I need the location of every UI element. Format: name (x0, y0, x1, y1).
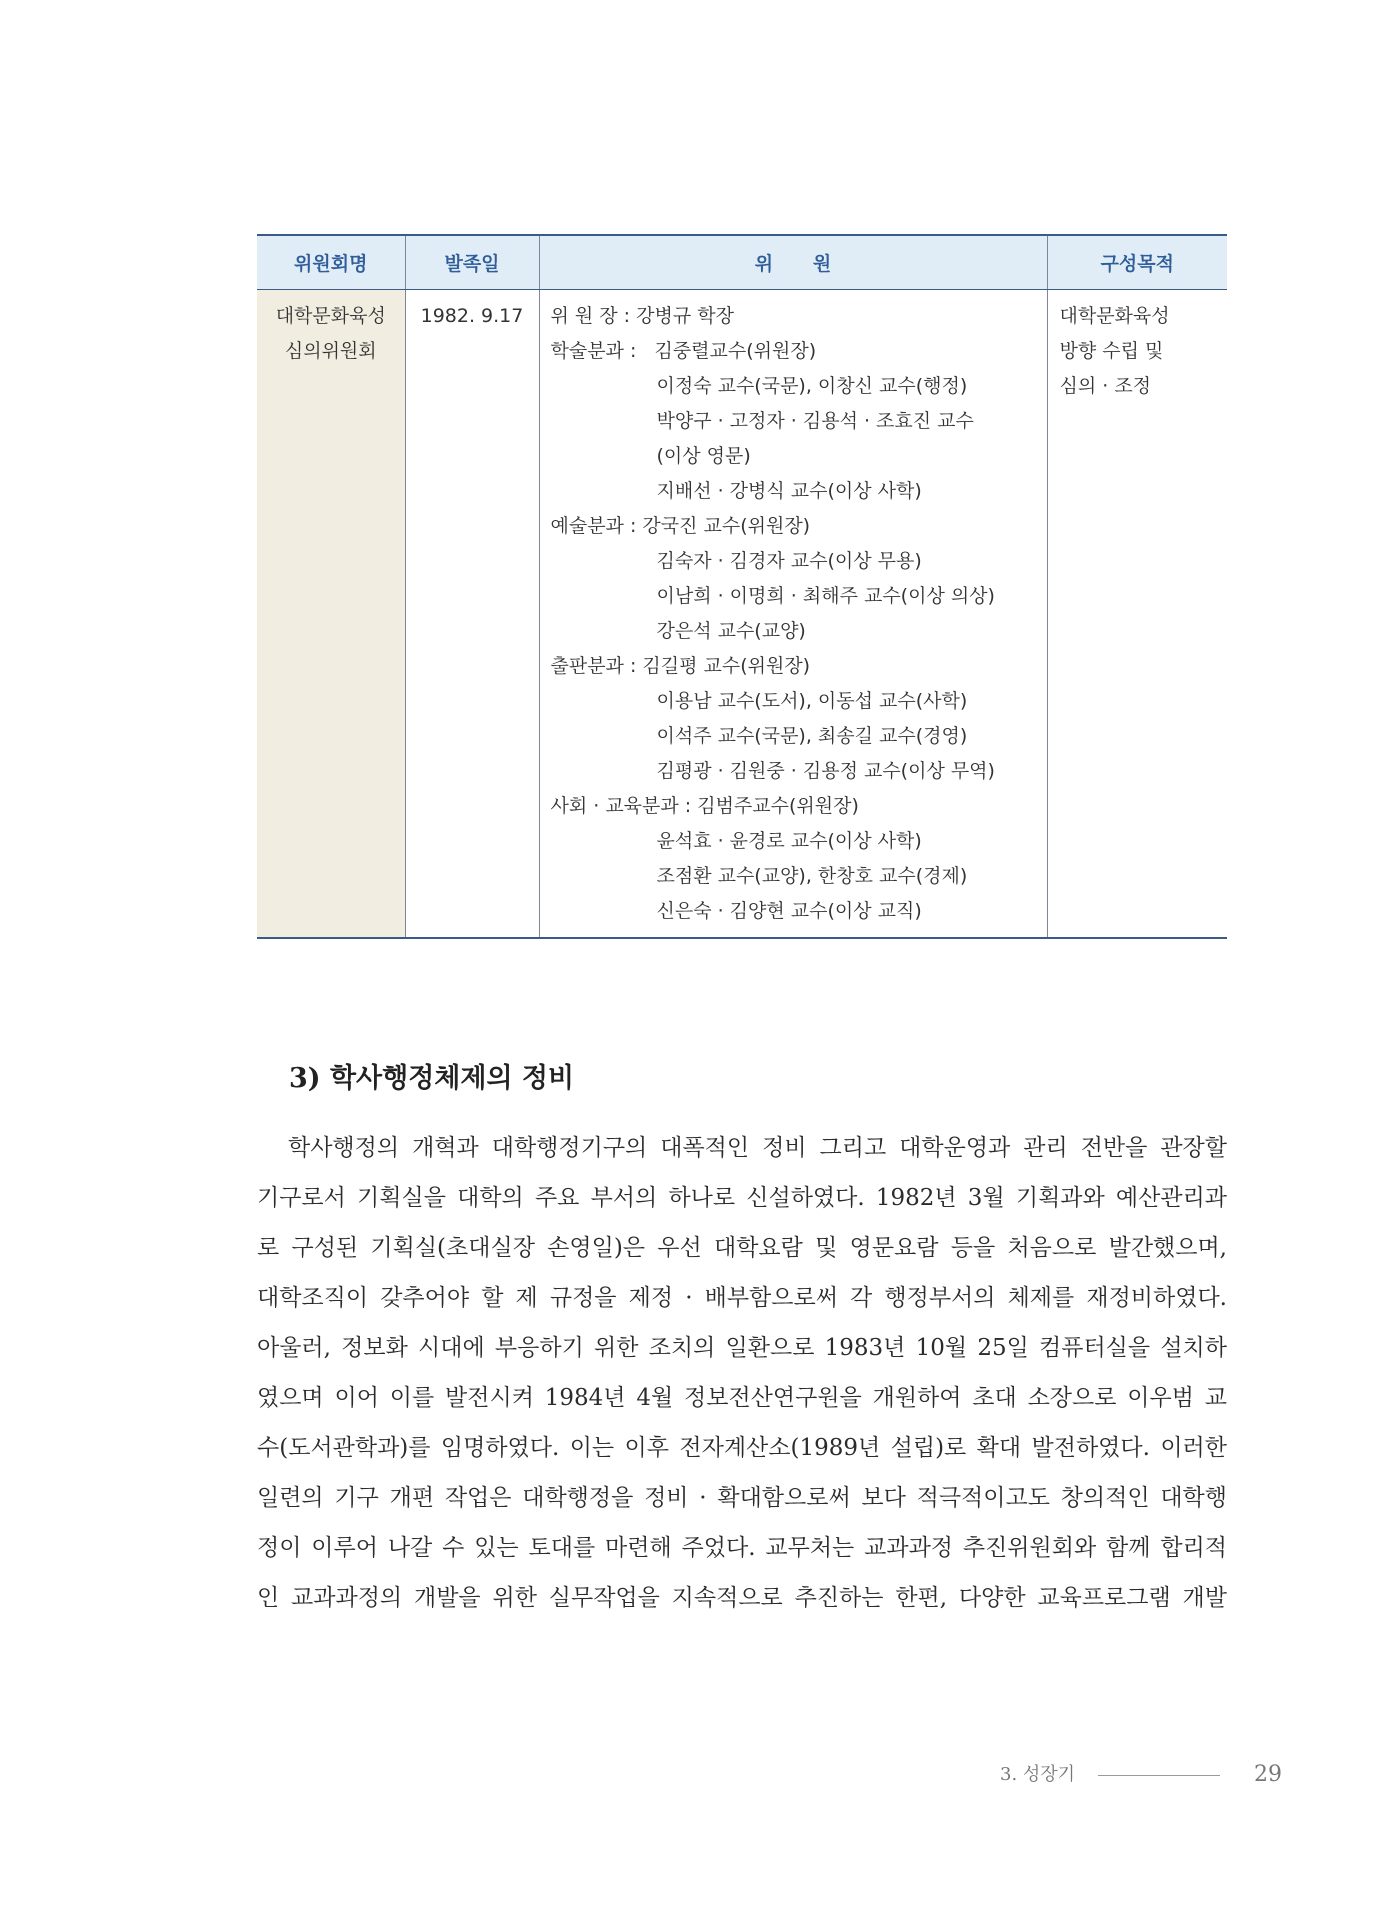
member-line: 이용남 교수(도서), 이동섭 교수(사학) (656, 689, 968, 712)
page-footer (1000, 1760, 1290, 1790)
paragraph-line: 아울러, 정보화 시대에 부응하기 위한 조치의 일환으로 1983년 10월 25일 컴퓨터실을 설치하 (257, 1335, 1227, 1361)
committee-table (257, 234, 1227, 939)
member-line: 이석주 교수(국문), 최송길 교수(경영) (656, 724, 968, 747)
committee-name-line: 심의위원회 (284, 339, 377, 362)
purpose-line: 심의 · 조정 (1059, 374, 1152, 397)
member-line: 이남희 · 이명희 · 최해주 교수(이상 의상) (656, 584, 995, 607)
member-line: 김평광 · 김원중 · 김용정 교수(이상 무역) (656, 759, 995, 782)
paragraph-line: 인 교과과정의 개발을 위한 실무작업을 지속적으로 추진하는 한편, 다양한 교육프로그램 개발 (257, 1585, 1227, 1611)
cell-founding-date (405, 289, 539, 938)
member-line: 위 원 장 : 강병규 학장 (550, 304, 734, 327)
header-founding-date: 발족일 (405, 235, 539, 289)
member-line: 박양구 · 고정자 · 김용석 · 조효진 교수 (656, 409, 974, 432)
page-number: 29 (1254, 1762, 1282, 1787)
paragraph-line: 기구로서 기획실을 대학의 주요 부서의 하나로 신설하였다. 1982년 3월 기획과와 예산관리과 (257, 1185, 1227, 1211)
cell-purpose (1047, 289, 1227, 938)
body-paragraph (257, 1123, 1227, 1623)
paragraph-line: 학사행정의 개혁과 대학행정기구의 대폭적인 정비 그리고 대학운영과 관리 전반을 관장할 (288, 1135, 1227, 1161)
purpose-line: 방향 수립 및 (1059, 339, 1164, 362)
footer-divider (1098, 1775, 1220, 1776)
member-line: 이정숙 교수(국문), 이창신 교수(행정) (656, 374, 968, 397)
cell-committee-name (257, 289, 405, 938)
paragraph-line: 수(도서관학과)를 임명하였다. 이는 이후 전자계산소(1989년 설립)로 확대 발전하였다. 이러한 (257, 1435, 1227, 1461)
chapter-label: 3. 성장기 (1000, 1764, 1076, 1785)
member-line: 학술분과 : 김중렬교수(위원장) (550, 339, 817, 362)
member-line: 강은석 교수(교양) (656, 619, 806, 642)
member-line: 예술분과 : 강국진 교수(위원장) (550, 514, 811, 537)
table-row (257, 289, 1227, 938)
header-members: 위 원 (539, 235, 1047, 289)
cell-members (539, 289, 1047, 938)
header-purpose: 구성목적 (1047, 235, 1227, 289)
member-line: 김숙자 · 김경자 교수(이상 무용) (656, 549, 922, 572)
member-line: 조점환 교수(교양), 한창호 교수(경제) (656, 864, 968, 887)
member-line: 신은숙 · 김양현 교수(이상 교직) (656, 899, 922, 922)
committee-name-line: 대학문화육성 (275, 304, 386, 327)
member-line: 출판분과 : 김길평 교수(위원장) (550, 654, 811, 677)
member-line: (이상 영문) (656, 444, 751, 467)
member-line: 지배선 · 강병식 교수(이상 사학) (656, 479, 922, 502)
paragraph-line: 로 구성된 기획실(초대실장 손영일)은 우선 대학요람 및 영문요람 등을 처음으로 발간했으며, (257, 1235, 1227, 1261)
table-header-row (257, 235, 1227, 289)
paragraph-line: 대학조직이 갖추어야 할 제 규정을 제정 · 배부함으로써 각 행정부서의 체제를 재정비하였다. (257, 1285, 1227, 1311)
paragraph-line: 일련의 기구 개편 작업은 대학행정을 정비 · 확대함으로써 보다 적극적이고도 창의적인 대학행 (257, 1485, 1227, 1511)
founding-date: 1982. 9.17 (420, 304, 524, 327)
paragraph-line: 였으며 이어 이를 발전시켜 1984년 4월 정보전산연구원을 개원하여 초대 소장으로 이우범 교 (257, 1385, 1227, 1411)
section-title: 3) 학사행정체제의 정비 (289, 1063, 575, 1094)
header-committee-name: 위원회명 (257, 235, 405, 289)
purpose-line: 대학문화육성 (1059, 304, 1170, 327)
member-line: 윤석효 · 윤경로 교수(이상 사학) (656, 829, 922, 852)
paragraph-line: 정이 이루어 나갈 수 있는 토대를 마련해 주었다. 교무처는 교과과정 추진위원회와 함께 합리적 (257, 1535, 1227, 1561)
table-header (257, 235, 1227, 289)
member-line: 사회 · 교육분과 : 김범주교수(위원장) (550, 794, 859, 817)
